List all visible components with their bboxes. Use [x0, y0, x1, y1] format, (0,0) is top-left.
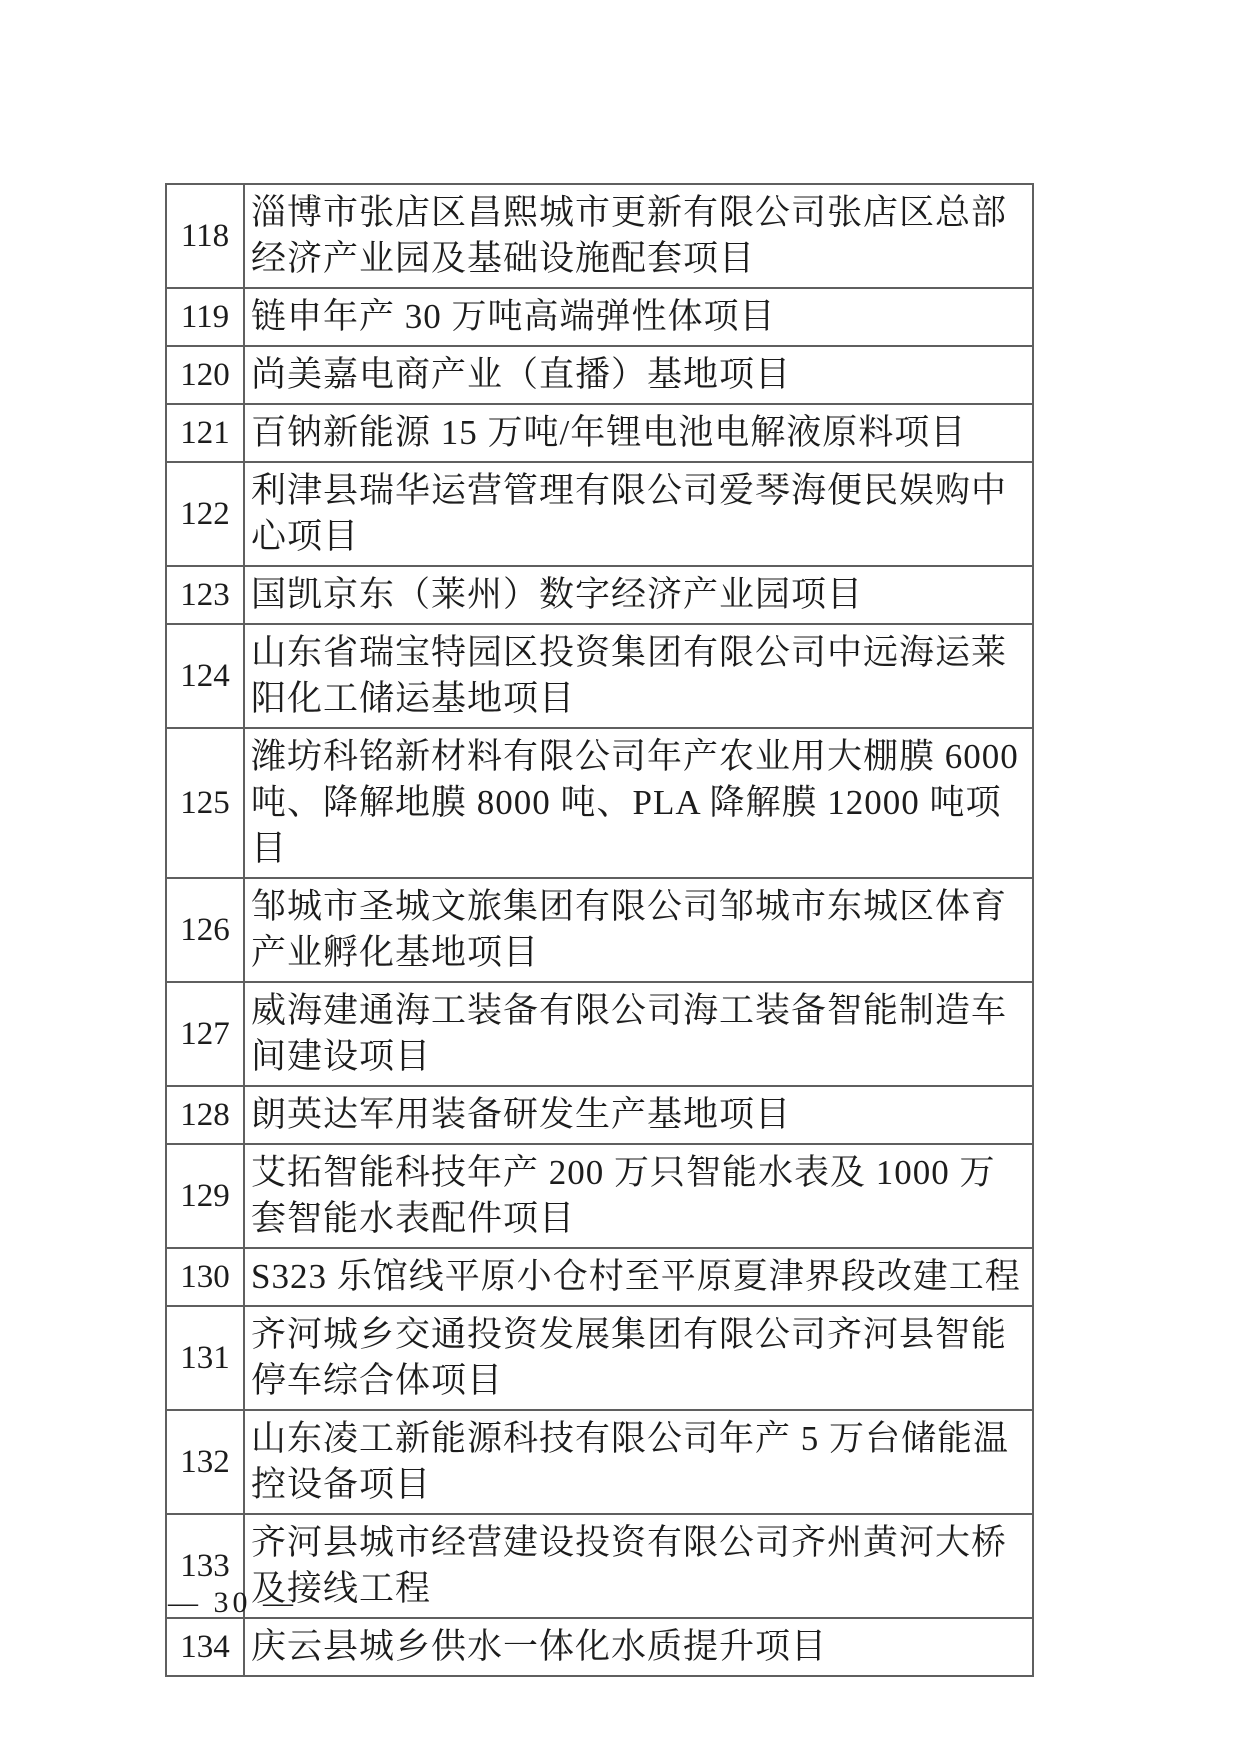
project-name: 淄博市张店区昌熙城市更新有限公司张店区总部经济产业园及基础设施配套项目	[244, 184, 1033, 288]
table-row	[166, 878, 1033, 982]
row-number: 127	[166, 982, 244, 1086]
table-row	[166, 1618, 1033, 1676]
table-row	[166, 1306, 1033, 1410]
table-row	[166, 184, 1033, 288]
page-number: — 30 —	[168, 1586, 297, 1619]
table-row	[166, 1144, 1033, 1248]
table-row	[166, 346, 1033, 404]
project-name: 艾拓智能科技年产 200 万只智能水表及 1000 万套智能水表配件项目	[244, 1144, 1033, 1248]
project-name: 齐河县城市经营建设投资有限公司齐州黄河大桥及接线工程	[244, 1514, 1033, 1618]
row-number: 132	[166, 1410, 244, 1514]
row-number: 126	[166, 878, 244, 982]
project-name: 国凯京东（莱州）数字经济产业园项目	[244, 566, 1033, 624]
row-number: 121	[166, 404, 244, 462]
table-row	[166, 404, 1033, 462]
project-name: 山东凌工新能源科技有限公司年产 5 万台储能温控设备项目	[244, 1410, 1033, 1514]
project-name: 山东省瑞宝特园区投资集团有限公司中远海运莱阳化工储运基地项目	[244, 624, 1033, 728]
row-number: 124	[166, 624, 244, 728]
row-number: 131	[166, 1306, 244, 1410]
table-row	[166, 728, 1033, 878]
table-row	[166, 1086, 1033, 1144]
row-number: 120	[166, 346, 244, 404]
row-number: 123	[166, 566, 244, 624]
row-number: 134	[166, 1618, 244, 1676]
project-name: 庆云县城乡供水一体化水质提升项目	[244, 1618, 1033, 1676]
project-name: S323 乐馆线平原小仓村至平原夏津界段改建工程	[244, 1248, 1033, 1306]
project-name: 利津县瑞华运营管理有限公司爱琴海便民娱购中心项目	[244, 462, 1033, 566]
table-row	[166, 624, 1033, 728]
project-name: 潍坊科铭新材料有限公司年产农业用大棚膜 6000 吨、降解地膜 8000 吨、PLA 降解膜 12000 吨项目	[244, 728, 1033, 878]
table-row	[166, 462, 1033, 566]
row-number: 125	[166, 728, 244, 878]
table-row	[166, 566, 1033, 624]
project-name: 尚美嘉电商产业（直播）基地项目	[244, 346, 1033, 404]
row-number: 119	[166, 288, 244, 346]
table-row	[166, 1248, 1033, 1306]
row-number: 130	[166, 1248, 244, 1306]
project-name: 邹城市圣城文旅集团有限公司邹城市东城区体育产业孵化基地项目	[244, 878, 1033, 982]
table-row	[166, 1410, 1033, 1514]
table-row	[166, 982, 1033, 1086]
project-name: 链申年产 30 万吨高端弹性体项目	[244, 288, 1033, 346]
row-number: 118	[166, 184, 244, 288]
project-name: 朗英达军用装备研发生产基地项目	[244, 1086, 1033, 1144]
project-name: 齐河城乡交通投资发展集团有限公司齐河县智能停车综合体项目	[244, 1306, 1033, 1410]
project-list-table-body	[166, 184, 1033, 1676]
row-number: 129	[166, 1144, 244, 1248]
row-number: 122	[166, 462, 244, 566]
project-name: 威海建通海工装备有限公司海工装备智能制造车间建设项目	[244, 982, 1033, 1086]
row-number: 128	[166, 1086, 244, 1144]
project-list-table	[165, 183, 1034, 1677]
row-number: 133	[166, 1514, 244, 1618]
table-row	[166, 288, 1033, 346]
project-name: 百钠新能源 15 万吨/年锂电池电解液原料项目	[244, 404, 1033, 462]
